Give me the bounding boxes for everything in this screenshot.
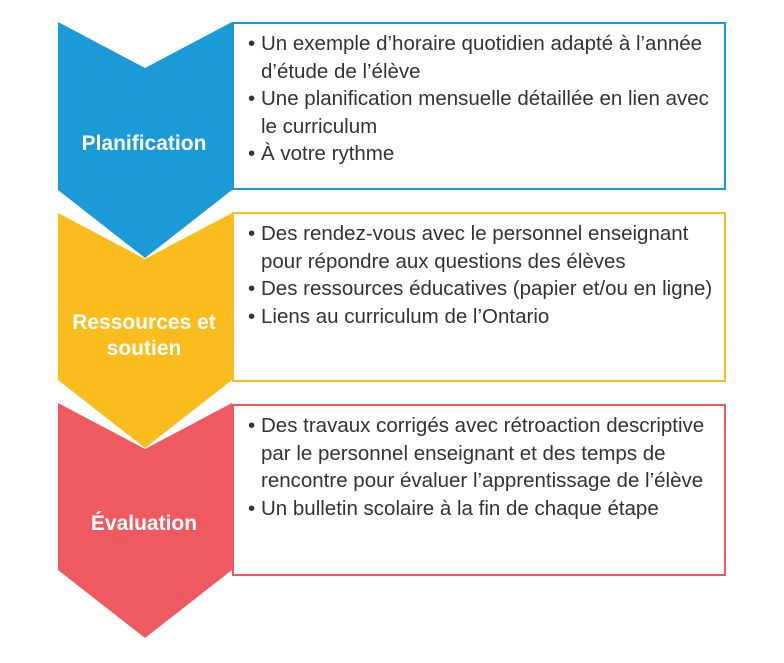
stage-label-evaluation: Évaluation: [90, 512, 198, 535]
list-item: • Des travaux corrigés avec rétroaction descriptive par le personnel enseignant et des temps de rencontre pour évaluer l’apprentissage de l’élève: [248, 412, 716, 495]
list-item: • Liens au curriculum de l’Ontario: [248, 303, 716, 331]
list-item: • À votre rythme: [248, 140, 716, 168]
list-item: • Un exemple d’horaire quotidien adapté à l’année d’étude de l’élève: [248, 30, 716, 85]
list-item: • Des rendez-vous avec le personnel enseignant pour répondre aux questions des élèves: [248, 220, 716, 275]
ressources-list: [248, 220, 716, 330]
stage-label-ressources: Ressources et soutien: [72, 311, 216, 360]
evaluation-list: [248, 412, 716, 522]
planification-box: [232, 22, 726, 190]
list-item: • Un bulletin scolaire à la fin de chaque étape: [248, 495, 716, 523]
list-item: • Des ressources éducatives (papier et/ou en ligne): [248, 275, 716, 303]
planification-list: [248, 30, 716, 168]
list-item: • Une planification mensuelle détaillée en lien avec le curriculum: [248, 85, 716, 140]
stage-label-planification: Planification: [81, 132, 207, 155]
ressources-box: [232, 212, 726, 382]
evaluation-box: [232, 404, 726, 576]
